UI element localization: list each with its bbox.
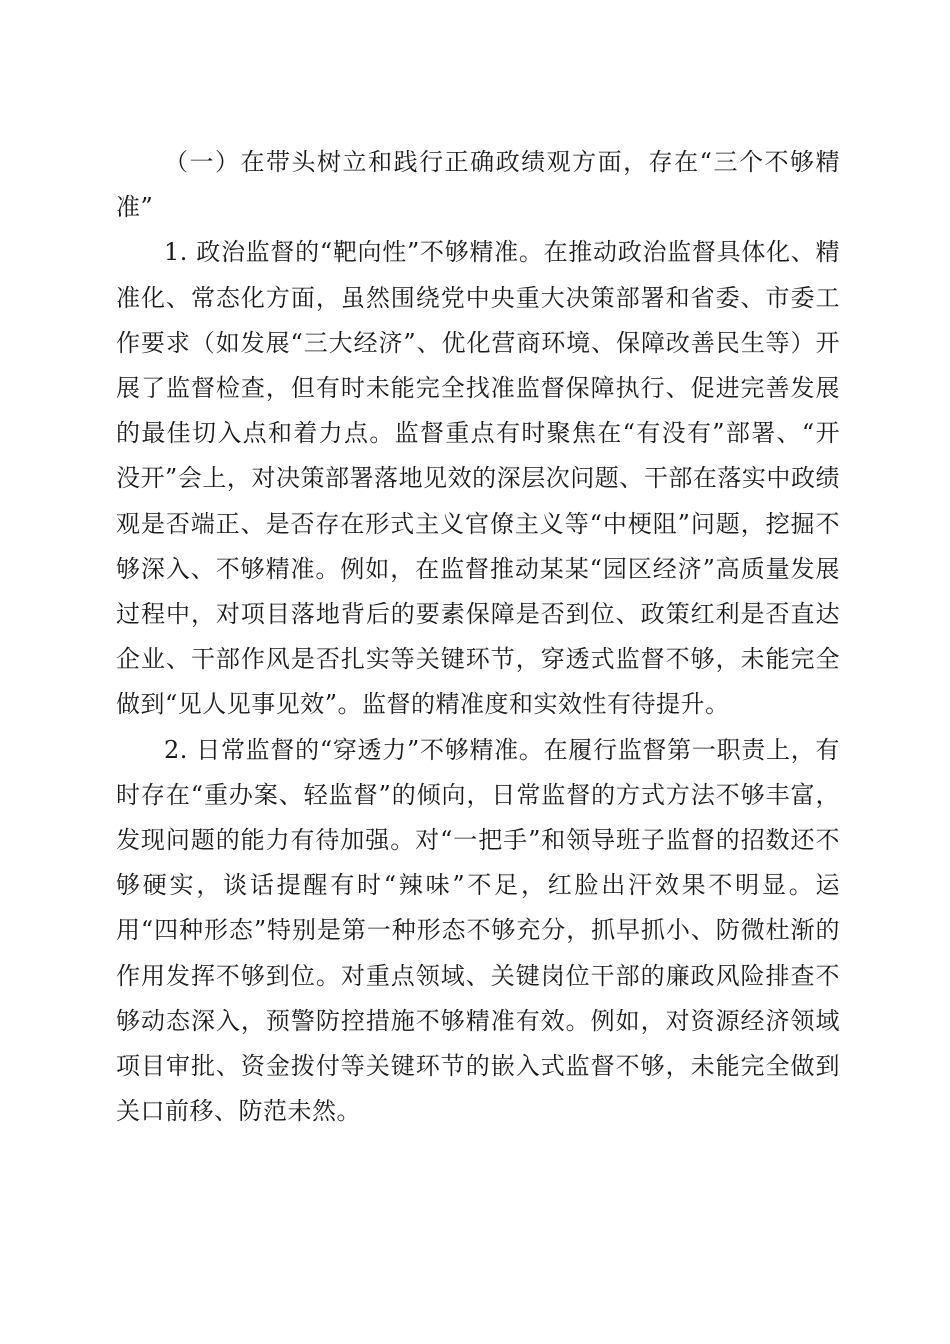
section-heading: （一）在带头树立和践行正确政绩观方面，存在“三个不够精准” [116, 148, 840, 222]
document-body [116, 140, 840, 1134]
paragraph-political-supervision: 1. 政治监督的“靶向性”不够精准。在推动政治监督具体化、精准化、常态化方面，虽然围绕党中央重大决策部署和省委、市委工作要求（如发展“三大经济”、优化营商环境、保障改善民生等）开展了监督检查，但有时未能完全找准监督保障执行、促进完善发展的最佳切入点和着力点。监督重点有时聚焦在“有没有”部署、“开没开”会上，对决策部署落地见效的深层次问题、干部在落实中政绩观是否端正、是否存在形式主义官僚主义等“中梗阻”问题，挖掘不够深入、不够精准。例如，在监督推动某某“园区经济”高质量发展过程中，对项目落地背后的要素保障是否到位、政策红利是否直达企业、干部作风是否扎实等关键环节，穿透式监督不够，未能完全做到“见人见事见效”。监督的精准度和实效性有待提升。 [116, 238, 840, 719]
paragraph-daily-supervision: 2. 日常监督的“穿透力”不够精准。在履行监督第一职责上，有时存在“重办案、轻监督”的倾向，日常监督的方式方法不够丰富，发现问题的能力有待加强。对“一把手”和领导班子监督的招数还不够硬实，谈话提醒有时“辣味”不足，红脸出汗效果不明显。运用“四种形态”特别是第一种形态不够充分，抓早抓小、防微杜渐的作用发挥不够到位。对重点领域、关键岗位干部的廉政风险排查不够动态深入，预警防控措施不够精准有效。例如，对资源经济领域项目审批、资金拨付等关键环节的嵌入式监督不够，未能完全做到关口前移、防范未然。 [116, 735, 840, 1126]
